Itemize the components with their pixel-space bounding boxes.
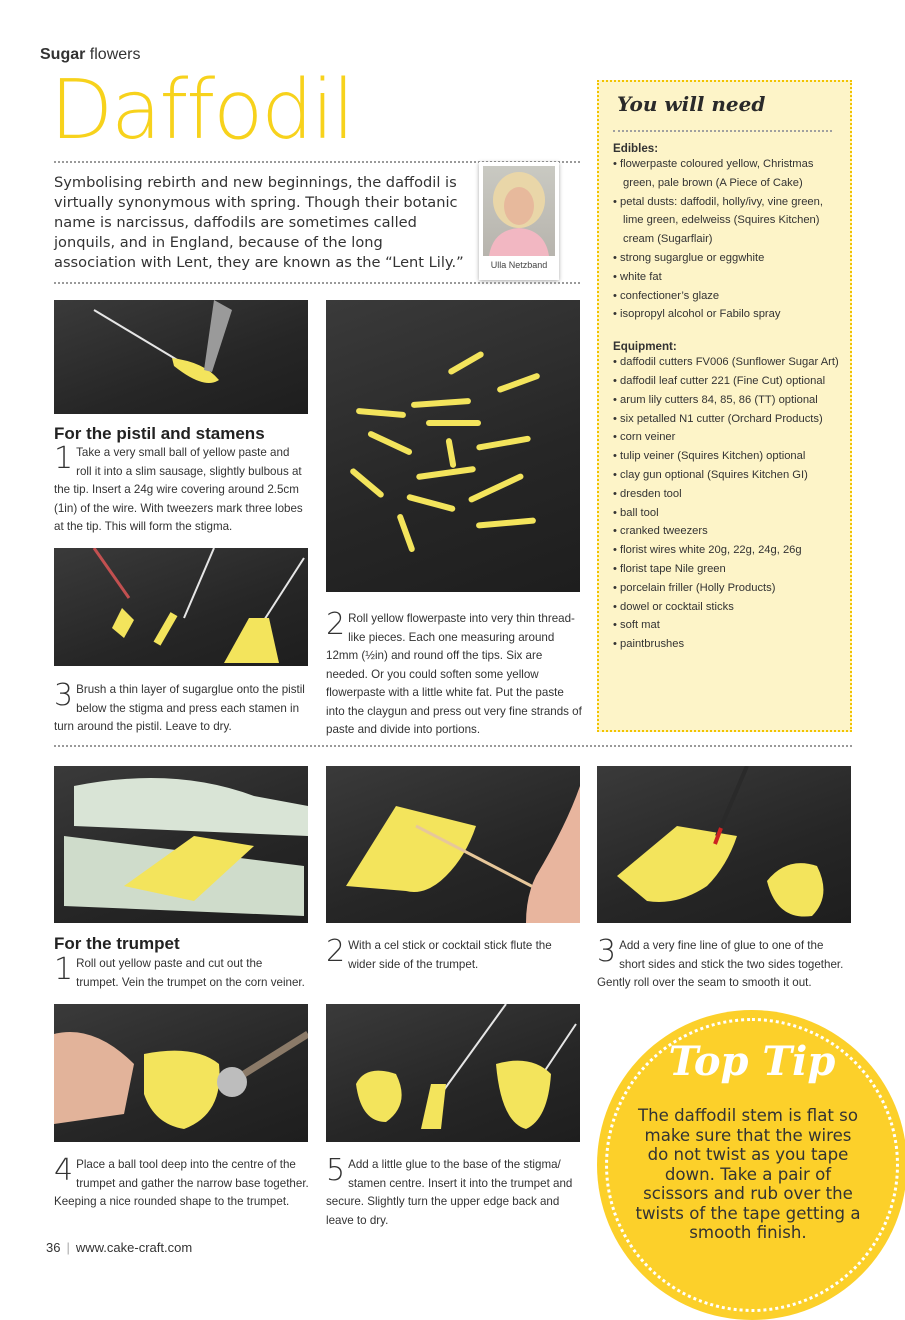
list-item: • isopropyl alcohol or Fabilo spray — [613, 305, 841, 324]
panel-divider — [613, 130, 832, 132]
step-number: 1 — [54, 952, 74, 987]
step-number: 3 — [54, 678, 74, 713]
list-item: • florist tape Nile green — [613, 560, 841, 579]
list-item: • arum lily cutters 84, 85, 86 (TT) optional — [613, 391, 841, 410]
step-number: 4 — [54, 1153, 74, 1188]
step-text: Roll out yellow paste and cut out the trumpet. Vein the trumpet on the corn veiner. — [76, 957, 305, 989]
list-item: • petal dusts: daffodil, holly/ivy, vine green, lime green, edelweiss (Squires Kitchen) cream (Sugarflair) — [613, 193, 841, 249]
section-tag-bold: Sugar — [40, 46, 86, 63]
author-portrait — [479, 162, 559, 280]
panel-heading: You will need — [617, 92, 766, 116]
page-footer — [46, 1240, 192, 1255]
page-title: Daffodil — [50, 63, 353, 158]
list-item: • tulip veiner (Squires Kitchen) optional — [613, 447, 841, 466]
list-item: • porcelain friller (Holly Products) — [613, 579, 841, 598]
trumpet-step2 — [326, 934, 580, 974]
trumpet-step5 — [326, 1153, 582, 1230]
list-item: • white fat — [613, 268, 841, 287]
list-item: • strong sugarglue or eggwhite — [613, 249, 841, 268]
trumpet-step1 — [54, 952, 308, 992]
you-will-need-panel — [597, 80, 852, 732]
pistil-step1 — [54, 441, 308, 537]
top-tip-badge — [597, 1010, 905, 1320]
pistil-step2 — [326, 607, 582, 740]
photo-pistil-step3 — [54, 548, 308, 666]
step-text: Take a very small ball of yellow paste and roll it into a slim sausage, slightly bulbous at the tip. Insert a 24g wire covering around 2.5cm (1in) of the wire. With tweezers mark three lobes at the tip. This will form the stigma. — [54, 446, 303, 533]
list-item: • daffodil cutters FV006 (Sunflower Sugar Art) — [613, 353, 841, 372]
section-tag — [40, 46, 140, 64]
list-item: • clay gun optional (Squires Kitchen GI) — [613, 466, 841, 485]
step-text: Brush a thin layer of sugarglue onto the pistil below the stigma and press each stamen in turn around the pistil. Leave to dry. — [54, 683, 305, 733]
step-text: Add a little glue to the base of the stigma/ stamen centre. Insert it into the trumpet and secure. Slightly turn the upper edge back and leave to dry. — [326, 1158, 573, 1227]
author-photo — [483, 166, 555, 256]
list-item: • dowel or cocktail sticks — [613, 598, 841, 617]
edibles-label: Edibles: — [613, 142, 659, 155]
pistil-heading: For the pistil and stamens — [54, 424, 265, 443]
panel-content — [613, 142, 841, 654]
pistil-step3 — [54, 678, 308, 737]
list-item: • daffodil leaf cutter 221 (Fine Cut) optional — [613, 372, 841, 391]
tip-heading: Top Tip — [668, 1038, 836, 1085]
step-text: With a cel stick or cocktail stick flute the wider side of the trumpet. — [348, 939, 552, 971]
list-item: • six petalled N1 cutter (Orchard Products) — [613, 410, 841, 429]
website-link[interactable]: www.cake-craft.com — [75, 1240, 193, 1255]
photo-trumpet-step4 — [54, 1004, 308, 1142]
photo-trumpet-step3 — [597, 766, 851, 923]
step-number: 2 — [326, 934, 346, 969]
step-number: 5 — [326, 1153, 346, 1188]
list-item: • corn veiner — [613, 428, 841, 447]
list-item: • dresden tool — [613, 485, 841, 504]
divider — [54, 745, 852, 747]
edibles-list — [613, 155, 841, 324]
tip-text: The daffodil stem is flat so make sure that the wires do not twist as you tape down. Take a pair of scissors and rub over the twists of the tape getting a smooth finish. — [635, 1106, 861, 1242]
photo-pistil-step1 — [54, 300, 308, 414]
step-text: Place a ball tool deep into the centre of the trumpet and gather the narrow base together. Keeping a nice rounded shape to the trumpet. — [54, 1158, 309, 1208]
photo-trumpet-step2 — [326, 766, 580, 923]
list-item: • confectioner’s glaze — [613, 287, 841, 306]
list-item: • ball tool — [613, 504, 841, 523]
section-tag-rest: flowers — [89, 46, 141, 63]
photo-pistil-step2 — [326, 300, 580, 592]
trumpet-step4 — [54, 1153, 310, 1212]
step-number: 1 — [54, 441, 74, 476]
footer-separator: | — [66, 1240, 70, 1255]
intro-text: Symbolising rebirth and new beginnings, the daffodil is virtually synonymous with spring. Though their botanic name is narcissus, daffodils are sometimes called jonquils, and in England, because of the long association with Lent, they are known as the “Lent Lily.” — [54, 174, 464, 271]
step-number: 2 — [326, 607, 346, 642]
list-item: • florist wires white 20g, 22g, 24g, 26g — [613, 541, 841, 560]
equipment-label: Equipment: — [613, 340, 677, 354]
list-item: • soft mat — [613, 616, 841, 635]
list-item: • paintbrushes — [613, 635, 841, 654]
author-name: Ulla Netzband — [490, 260, 548, 270]
page-number: 36 — [46, 1240, 61, 1255]
trumpet-step3 — [597, 934, 851, 993]
step-text: Roll yellow flowerpaste into very thin thread-like pieces. Each one measuring around 12mm (½in) and round off the tips. Six are needed. Or you could soften some yellow flowerpaste with a little white fat. Put the paste into the claygun and press out very fine strands of paste and divide into portions. — [326, 612, 582, 736]
list-item: • cranked tweezers — [613, 522, 841, 541]
photo-trumpet-step1 — [54, 766, 308, 923]
photo-trumpet-step5 — [326, 1004, 580, 1142]
list-item: • flowerpaste coloured yellow, Christmas green, pale brown (A Piece of Cake) — [613, 155, 841, 193]
step-text: Add a very fine line of glue to one of the short sides and stick the two sides together. Gently roll over the seam to smooth it out. — [597, 939, 844, 989]
step-number: 3 — [597, 934, 617, 969]
equipment-list — [613, 353, 841, 654]
trumpet-heading: For the trumpet — [54, 934, 180, 953]
divider — [54, 282, 580, 284]
